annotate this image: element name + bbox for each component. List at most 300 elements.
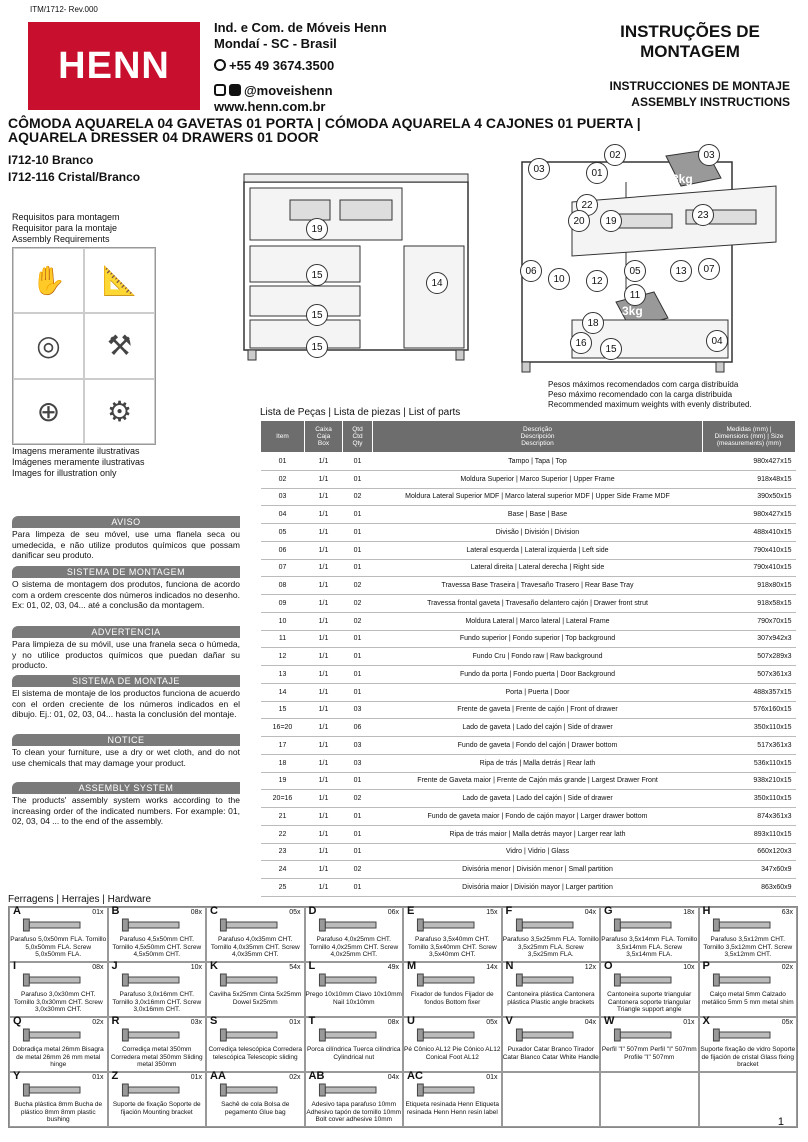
- cell-item: 04: [261, 506, 305, 524]
- cell-desc: Fundo de gaveta | Fondo del cajón | Drawer bottom: [373, 737, 703, 755]
- table-row: [261, 754, 796, 772]
- cell-box: 1/1: [305, 701, 343, 719]
- cell-qty: 01: [343, 506, 373, 524]
- cell-qty: 02: [343, 577, 373, 595]
- cell-qty: 01: [343, 541, 373, 559]
- cell-measures: 918x80x15: [703, 577, 796, 595]
- cell-desc: Lado de gaveta | Lado del cajón | Side of drawer: [373, 719, 703, 737]
- exploded-label: 07: [698, 258, 720, 280]
- hardware-name: Porca cilíndrica Tuerca cilíndrica Cylindrical nut: [306, 1046, 401, 1061]
- hardware-name: Parafuso 4,0x35mm CHT. Tornillo 4,0x35mm CHT. Screw 4,0x35mm CHT.: [210, 936, 300, 958]
- hardware-letter: N: [505, 960, 514, 972]
- hardware-letter: P: [702, 960, 710, 972]
- cell-qty: 01: [343, 879, 373, 897]
- notice-title: AVISO: [12, 516, 240, 528]
- notice-en: [12, 734, 240, 768]
- hardware-part-icon: [22, 1028, 95, 1042]
- hardware-part-icon: [121, 973, 194, 987]
- cell-item: 24: [261, 861, 305, 879]
- cell-box: 1/1: [305, 559, 343, 577]
- cell-measures: 980x427x15: [703, 506, 796, 524]
- hardware-name: Perfil "I" 507mm Perfil "I" 507mm Profile "I" 507mm: [601, 1046, 697, 1061]
- cell-qty: 02: [343, 488, 373, 506]
- hardware-item: [108, 907, 207, 962]
- table-row: [261, 808, 796, 826]
- table-row: [261, 843, 796, 861]
- cell-item: 05: [261, 524, 305, 542]
- cell-desc: Lateral esquerda | Lateral izquierda | Left side: [373, 541, 703, 559]
- hardware-letter: E: [407, 905, 415, 917]
- hardware-name: Parafuso 4,0x25mm CHT. Tornillo 4,0x25mm CHT. Screw 4,0x25mm CHT.: [309, 936, 399, 958]
- hardware-qty: 01x: [190, 1074, 202, 1081]
- exploded-label: 20: [568, 210, 590, 232]
- cell-box: 1/1: [305, 577, 343, 595]
- hardware-part-icon: [712, 918, 785, 932]
- front-label: 15: [306, 336, 328, 358]
- hardware-item: [305, 1072, 404, 1127]
- exploded-label: 22: [576, 194, 598, 216]
- hardware-item: [403, 962, 502, 1017]
- cell-desc: Travessa Base Traseira | Travesaño Trasero | Rear Base Tray: [373, 577, 703, 595]
- hardware-item: [206, 1072, 305, 1127]
- hardware-part-icon: [613, 1028, 686, 1042]
- instagram-handle: @moveishenn: [244, 83, 333, 98]
- table-row: [261, 719, 796, 737]
- title-line-2: MONTAGEM: [640, 42, 740, 61]
- cell-measures: 790x410x15: [703, 559, 796, 577]
- exploded-label: 18: [582, 312, 604, 334]
- front-label: 15: [306, 304, 328, 326]
- cell-qty: 02: [343, 790, 373, 808]
- cell-item: 02: [261, 470, 305, 488]
- cell-qty: 01: [343, 453, 373, 471]
- hardware-name: Adesivo tapa parafuso 10mm Adhesivo tapón de tornillo 10mm Bolt cover adhesive 10mm: [306, 1101, 402, 1123]
- hardware-part-icon: [515, 1028, 588, 1042]
- hardware-qty: 10x: [683, 964, 695, 971]
- product-title-line-2: AQUARELA DRESSER 04 DRAWERS 01 DOOR: [8, 129, 319, 145]
- cell-desc: Ripa de trás | Malla detrás | Rear lath: [373, 754, 703, 772]
- exploded-label: 15: [600, 338, 622, 360]
- hardware-letter: D: [308, 905, 317, 917]
- cell-qty: 01: [343, 470, 373, 488]
- hardware-part-icon: [613, 918, 686, 932]
- cell-item: 11: [261, 630, 305, 648]
- hardware-qty: 04x: [584, 1019, 596, 1026]
- cell-desc: Fundo Cru | Fondo raw | Raw background: [373, 648, 703, 666]
- hardware-letter: F: [505, 905, 513, 917]
- hardware-name: Suporte fixação de vidro Soporte de fijación de cristal Glass fixing bracket: [700, 1046, 796, 1068]
- cell-desc: Fundo de gaveta maior | Fondo de cajón mayor | Larger drawer bottom: [373, 808, 703, 826]
- cell-measures: 350x110x15: [703, 719, 796, 737]
- cell-item: 17: [261, 737, 305, 755]
- hardware-item: [699, 962, 798, 1017]
- header-desc: Descrição Descripción Description: [373, 421, 703, 453]
- table-row: [261, 683, 796, 701]
- cell-measures: 307x942x3: [703, 630, 796, 648]
- hardware-qty: 05x: [486, 1019, 498, 1026]
- hardware-letter: C: [210, 905, 218, 917]
- hardware-name: Calço metal 5mm Calzado metálico 5mm 5 mm metal shim: [701, 991, 794, 1006]
- cell-measures: 918x58x15: [703, 595, 796, 613]
- exploded-label: 05: [624, 260, 646, 282]
- cell-measures: 390x50x15: [703, 488, 796, 506]
- note-pt: Imagens meramente ilustrativas: [12, 446, 140, 456]
- exploded-label: 01: [586, 162, 608, 184]
- notice-text: Para limpeza de seu móvel, use uma flanela seca ou umedecida, e não utilize produtos químicos que possam danificar seu produto.: [12, 529, 240, 560]
- weights-en: Recommended maximum weights with evenly distributed.: [548, 400, 752, 409]
- exploded-label: 16: [570, 332, 592, 354]
- cell-measures: 660x120x3: [703, 843, 796, 861]
- table-row: [261, 790, 796, 808]
- hardware-qty: 12x: [584, 964, 596, 971]
- hardware-item: [600, 907, 699, 962]
- hardware-item: [502, 962, 601, 1017]
- cell-qty: 01: [343, 772, 373, 790]
- table-row: [261, 453, 796, 471]
- cell-qty: 01: [343, 648, 373, 666]
- hardware-item: [206, 962, 305, 1017]
- cell-qty: 01: [343, 683, 373, 701]
- illustration-note: [12, 446, 145, 479]
- table-row: [261, 488, 796, 506]
- table-row: [261, 470, 796, 488]
- hardware-name: Pé Cônico AL12 Pie Cónico AL12 Conical Foot AL12: [404, 1046, 501, 1061]
- instructions-subtitle: [610, 78, 790, 110]
- hardware-letter: B: [111, 905, 120, 917]
- cell-measures: 938x210x15: [703, 772, 796, 790]
- hardware-qty: 14x: [486, 964, 498, 971]
- note-es: Imágenes meramente ilustrativas: [12, 457, 145, 467]
- cell-item: 12: [261, 648, 305, 666]
- hardware-qty: 01x: [683, 1019, 695, 1026]
- hardware-letter: X: [702, 1015, 710, 1027]
- table-row: [261, 737, 796, 755]
- cell-item: 14: [261, 683, 305, 701]
- cell-box: 1/1: [305, 754, 343, 772]
- page-number: 1: [777, 1116, 784, 1128]
- cell-desc: Ripa de trás maior | Malla detrás mayor | Larger rear lath: [373, 825, 703, 843]
- weight-label: 3kg: [622, 304, 643, 318]
- hardware-item: [600, 1017, 699, 1072]
- hardware-part-icon: [515, 918, 588, 932]
- hardware-letter: AB: [308, 1070, 325, 1082]
- hardware-item: [403, 907, 502, 962]
- cell-qty: 01: [343, 524, 373, 542]
- table-row: [261, 577, 796, 595]
- gloves-icon: ✋: [13, 248, 84, 313]
- exploded-label: 11: [624, 284, 646, 306]
- cell-box: 1/1: [305, 630, 343, 648]
- hardware-name: Parafuso 3,0x30mm CHT. Tornillo 3,0x30mm CHT. Screw 3,0x30mm CHT.: [13, 991, 103, 1013]
- hardware-item: [9, 1017, 108, 1072]
- cell-item: 19: [261, 772, 305, 790]
- hardware-letter: M: [407, 960, 417, 972]
- hardware-qty: 49x: [387, 964, 399, 971]
- req-pt: Requisitos para montagem: [12, 212, 120, 222]
- hardware-letter: Y: [13, 1070, 21, 1082]
- table-row: [261, 772, 796, 790]
- cell-box: 1/1: [305, 488, 343, 506]
- hardware-letter: O: [604, 960, 613, 972]
- cell-measures: 517x361x3: [703, 737, 796, 755]
- title-line-1: INSTRUÇÕES DE: [620, 22, 760, 41]
- hardware-name: Cantoneira suporte triangular Cantonera soporte triangular Triangle support angle: [607, 991, 692, 1013]
- hardware-name: Prego 10x10mm Clavo 10x10mm Nail 10x10mm: [305, 991, 402, 1006]
- company-info: [214, 20, 387, 52]
- cell-measures: 790x410x15: [703, 541, 796, 559]
- hardware-part-icon: [22, 973, 95, 987]
- exploded-label: 19: [600, 210, 622, 232]
- hardware-part-icon: [416, 1083, 489, 1097]
- cell-measures: 790x70x15: [703, 612, 796, 630]
- exploded-label: 03: [698, 144, 720, 166]
- product-codes: [8, 152, 140, 186]
- hardware-letter: R: [111, 1015, 120, 1027]
- hardware-name: Puxador Catar Branco Tirador Catar Blanco Catar White Handle: [502, 1046, 599, 1061]
- cell-desc: Divisória maior | División mayor | Larger partition: [373, 879, 703, 897]
- exploded-label: 13: [670, 260, 692, 282]
- exploded-label: 12: [586, 270, 608, 292]
- cell-item: 09: [261, 595, 305, 613]
- hardware-name: Dobradiça metal 26mm Bisagra de metal 26mm 26 mm metal hinge: [12, 1046, 104, 1068]
- cell-qty: 03: [343, 754, 373, 772]
- cell-box: 1/1: [305, 524, 343, 542]
- cell-box: 1/1: [305, 808, 343, 826]
- hardware-part-icon: [121, 1083, 194, 1097]
- title-en: ASSEMBLY INSTRUCTIONS: [631, 95, 790, 109]
- table-row: [261, 524, 796, 542]
- hardware-part-icon: [416, 1028, 489, 1042]
- notice-assembly-system: [12, 782, 240, 827]
- hardware-part-icon: [515, 973, 588, 987]
- cell-item: 16=20: [261, 719, 305, 737]
- cell-measures: 488x410x15: [703, 524, 796, 542]
- cell-qty: 06: [343, 719, 373, 737]
- cell-desc: Travessa frontal gaveta | Travesaño delantero cajón | Drawer front strut: [373, 595, 703, 613]
- hardware-part-icon: [22, 918, 95, 932]
- cell-measures: 918x48x15: [703, 470, 796, 488]
- hardware-item: [206, 1017, 305, 1072]
- exploded-view-drawing: [516, 142, 794, 378]
- company-location: Mondaí - SC - Brasil: [214, 36, 337, 51]
- hardware-letter: J: [111, 960, 118, 972]
- cell-box: 1/1: [305, 825, 343, 843]
- cell-desc: Divisão | División | Division: [373, 524, 703, 542]
- notice-aviso: [12, 516, 240, 561]
- exploded-label: 02: [604, 144, 626, 166]
- hardware-letter: U: [407, 1015, 415, 1027]
- cell-item: 13: [261, 666, 305, 684]
- hardware-item: [403, 1072, 502, 1127]
- hardware-qty: 18x: [683, 909, 695, 916]
- company-name: Ind. e Com. de Móveis Henn: [214, 20, 387, 35]
- instructions-title: [600, 22, 780, 62]
- notice-sistema-montaje: [12, 675, 240, 720]
- hardware-qty: 54x: [289, 964, 301, 971]
- notice-text: The products' assembly system works according to the increasing order of the indicated numbers. For example: 01, 02, 03, 04 ... to the end of the assembly.: [12, 795, 240, 826]
- cell-qty: 01: [343, 843, 373, 861]
- weight-label: 3kg: [672, 172, 693, 186]
- website: www.henn.com.br: [214, 99, 326, 114]
- hardware-qty: 03x: [190, 1019, 202, 1026]
- hardware-part-icon: [712, 973, 785, 987]
- hardware-qty: 04x: [387, 1074, 399, 1081]
- hardware-name: Parafuso 3,0x16mm CHT. Tornillo 3,0x16mm CHT. Screw 3,0x16mm CHT.: [112, 991, 202, 1013]
- instagram-icon: [214, 84, 226, 96]
- front-label: 19: [306, 218, 328, 240]
- hardware-part-icon: [318, 973, 391, 987]
- cell-desc: Fundo da porta | Fondo puerta | Door Background: [373, 666, 703, 684]
- hardware-item: [699, 907, 798, 962]
- cell-box: 1/1: [305, 666, 343, 684]
- hardware-grid: [8, 906, 798, 1128]
- cell-box: 1/1: [305, 506, 343, 524]
- front-view-drawing: [238, 160, 474, 365]
- cell-desc: Frente de gaveta | Frente de cajón | Front of drawer: [373, 701, 703, 719]
- cell-box: 1/1: [305, 772, 343, 790]
- front-view-svg: [238, 160, 474, 365]
- cell-qty: 02: [343, 595, 373, 613]
- hardware-qty: 08x: [387, 1019, 399, 1026]
- cell-desc: Lateral direita | Lateral derecha | Right side: [373, 559, 703, 577]
- cell-box: 1/1: [305, 541, 343, 559]
- weights-es: Peso máximo recomendado con la carga distribuida: [548, 390, 733, 399]
- notice-title: SISTEMA DE MONTAGEM: [12, 566, 240, 578]
- hardware-qty: 02x: [289, 1074, 301, 1081]
- hardware-item: [108, 1072, 207, 1127]
- hardware-name: Bucha plástica 8mm Bucha de plástico 8mm 8mm plastic bushing: [14, 1101, 103, 1123]
- header-item: Item: [261, 421, 305, 453]
- table-row: [261, 861, 796, 879]
- cell-box: 1/1: [305, 453, 343, 471]
- front-label: 15: [306, 264, 328, 286]
- hardware-letter: A: [13, 905, 21, 917]
- hardware-name: Fixador de fundos Fijador de fondos Bottom fixer: [410, 991, 494, 1006]
- parts-list-title: Lista de Peças | Lista de piezas | List of parts: [260, 407, 461, 418]
- cell-item: 08: [261, 577, 305, 595]
- hardware-letter: I: [13, 960, 17, 972]
- exploded-label: 06: [520, 260, 542, 282]
- cell-item: 18: [261, 754, 305, 772]
- hardware-name: Etiqueta resinada Henn Etiqueta resinada Henn Henn resin label: [405, 1101, 500, 1116]
- cell-qty: 02: [343, 861, 373, 879]
- code-crystal: I712-116 Cristal/Branco: [8, 170, 141, 184]
- hardware-qty: 63x: [781, 909, 793, 916]
- cell-box: 1/1: [305, 737, 343, 755]
- notice-sistema-montagem: [12, 566, 240, 611]
- phone-line: [214, 58, 334, 73]
- hardware-item: [108, 962, 207, 1017]
- hardware-letter: H: [702, 905, 711, 917]
- hammer-icon: ⚒: [84, 313, 155, 378]
- hardware-part-icon: [219, 1028, 292, 1042]
- hardware-part-icon: [416, 973, 489, 987]
- whatsapp-icon: [214, 59, 226, 71]
- hardware-name: Parafuso 3,5x40mm CHT. Tornillo 3,5x40mm CHT. Screw 3,5x40mm CHT.: [407, 936, 497, 958]
- hardware-letter: G: [604, 905, 613, 917]
- weights-note: [548, 380, 752, 410]
- notice-text: O sistema de montagem dos produtos, funciona de acordo com a ordem crescente dos números indicados no desenho. Ex: 01, 02, 03, 04... até a conclusão da montagem.: [12, 579, 240, 610]
- hardware-letter: T: [308, 1015, 316, 1027]
- cell-item: 23: [261, 843, 305, 861]
- cell-desc: Tampo | Tapa | Top: [373, 453, 703, 471]
- hardware-item: [305, 1017, 404, 1072]
- henn-logo: HENN: [28, 22, 200, 110]
- hardware-part-icon: [318, 1083, 391, 1097]
- cell-desc: Fundo superior | Fondo superior | Top background: [373, 630, 703, 648]
- cell-measures: 536x110x15: [703, 754, 796, 772]
- hardware-qty: 08x: [190, 909, 202, 916]
- cell-box: 1/1: [305, 683, 343, 701]
- hardware-part-icon: [22, 1083, 95, 1097]
- cell-qty: 01: [343, 559, 373, 577]
- cell-qty: 01: [343, 808, 373, 826]
- hardware-part-icon: [121, 1028, 194, 1042]
- req-es: Requisitor para la montaje: [12, 223, 118, 233]
- hardware-qty: 02x: [92, 1019, 104, 1026]
- cell-measures: 350x110x15: [703, 790, 796, 808]
- tools-grid: [12, 247, 156, 445]
- cell-item: 22: [261, 825, 305, 843]
- table-row: [261, 541, 796, 559]
- cell-measures: 488x357x15: [703, 683, 796, 701]
- parts-body: [261, 453, 796, 897]
- cell-qty: 02: [343, 612, 373, 630]
- product-title: [8, 116, 798, 144]
- hardware-letter: Z: [111, 1070, 119, 1082]
- cell-qty: 03: [343, 737, 373, 755]
- cell-measures: 576x160x15: [703, 701, 796, 719]
- hardware-qty: 05x: [289, 909, 301, 916]
- document-code: ITM/1712- Rev.000: [30, 5, 98, 14]
- table-row: [261, 559, 796, 577]
- title-es: INSTRUCCIONES DE MONTAJE: [609, 79, 790, 93]
- hardware-part-icon: [712, 1028, 785, 1042]
- cell-item: 15: [261, 701, 305, 719]
- cell-box: 1/1: [305, 648, 343, 666]
- header-box: Caixa Caja Box: [305, 421, 343, 453]
- product-title-line-1: CÔMODA AQUARELA 04 GAVETAS 01 PORTA | CÓMODA AQUARELA 4 CAJONES 01 PUERTA |: [8, 115, 641, 131]
- cell-qty: 01: [343, 666, 373, 684]
- cell-item: 21: [261, 808, 305, 826]
- hardware-letter: AC: [407, 1070, 423, 1082]
- hardware-empty-cell: [502, 1072, 601, 1127]
- cell-measures: 347x60x9: [703, 861, 796, 879]
- cell-measures: 507x361x3: [703, 666, 796, 684]
- cell-desc: Base | Base | Base: [373, 506, 703, 524]
- hardware-title: Ferragens | Herrajes | Hardware: [8, 894, 152, 905]
- cell-item: 20=16: [261, 790, 305, 808]
- notice-text: To clean your furniture, use a dry or wet cloth, and do not use chemicals that may damage your product.: [12, 747, 240, 768]
- code-white: I712-10 Branco: [8, 153, 94, 167]
- phone-number: +55 49 3674.3500: [229, 58, 335, 73]
- cell-measures: 507x289x3: [703, 648, 796, 666]
- hardware-name: Sachê de cola Bolsa de pegamento Glue bag: [221, 1101, 290, 1116]
- hardware-name: Suporte de fixação Soporte de fijación Mounting bracket: [112, 1101, 201, 1116]
- table-row: [261, 666, 796, 684]
- hardware-part-icon: [318, 918, 391, 932]
- drill-icon: ⚙: [84, 379, 155, 444]
- cell-desc: Moldura Superior | Marco Superior | Upper Frame: [373, 470, 703, 488]
- hardware-name: Parafuso 3,5x25mm FLA. Tornillo 3,5x25mm FLA. Screw 3,5x25mm FLA.: [502, 936, 599, 958]
- hardware-item: [403, 1017, 502, 1072]
- cell-box: 1/1: [305, 790, 343, 808]
- hardware-item: [502, 907, 601, 962]
- cell-measures: 893x110x15: [703, 825, 796, 843]
- notice-title: NOTICE: [12, 734, 240, 746]
- hardware-item: [305, 962, 404, 1017]
- header-measures: Medidas (mm) | Dimensions (mm) | Size (measurements) (mm): [703, 421, 796, 453]
